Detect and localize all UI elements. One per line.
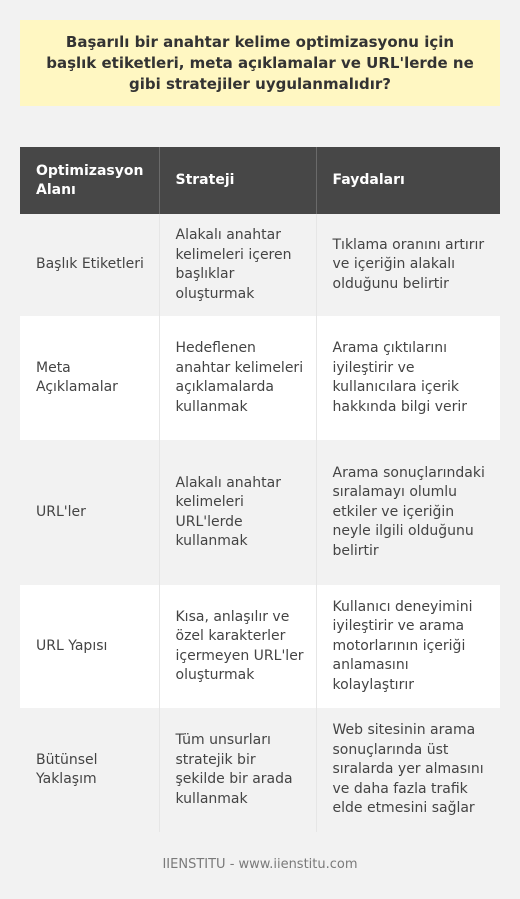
title-banner: [20, 20, 500, 106]
table-row: [20, 708, 500, 832]
cell-area: Meta Açıklamalar: [20, 316, 159, 440]
header-strategy: Strateji: [159, 147, 316, 214]
cell-benefits: Web sitesinin arama sonuçlarında üst sıralarda yer almasını ve daha fazla trafik elde etmesini sağlar: [316, 708, 500, 832]
table-row: [20, 316, 500, 440]
cell-benefits: Arama sonuçlarındaki sıralamayı olumlu etkiler ve içeriğin neyle ilgili olduğunu belirtir: [316, 440, 500, 585]
cell-strategy: Tüm unsurları stratejik bir şekilde bir arada kullanmak: [159, 708, 316, 832]
cell-benefits: Tıklama oranını artırır ve içeriğin alakalı olduğunu belirtir: [316, 214, 500, 316]
cell-area: URL Yapısı: [20, 585, 159, 708]
cell-area: URL'ler: [20, 440, 159, 585]
cell-strategy: Kısa, anlaşılır ve özel karakterler içermeyen URL'ler oluşturmak: [159, 585, 316, 708]
table-row: [20, 440, 500, 585]
footer-credit: IIENSTITU - www.iienstitu.com: [162, 857, 358, 872]
table-row: [20, 214, 500, 316]
table-row: [20, 585, 500, 708]
cell-strategy: Alakalı anahtar kelimeleri URL'lerde kullanmak: [159, 440, 316, 585]
header-area: Optimizasyon Alanı: [20, 147, 159, 214]
page-title: Başarılı bir anahtar kelime optimizasyonu için başlık etiketleri, meta açıklamalar ve URL'lerde ne gibi stratejiler uygulanmalıdır?: [46, 32, 474, 93]
cell-strategy: Hedeflenen anahtar kelimeleri açıklamalarda kullanmak: [159, 316, 316, 440]
cell-strategy: Alakalı anahtar kelimeleri içeren başlıklar oluşturmak: [159, 214, 316, 316]
table-header-row: [20, 147, 500, 214]
cell-benefits: Arama çıktılarını iyileştirir ve kullanıcılara içerik hakkında bilgi verir: [316, 316, 500, 440]
cell-area: Bütünsel Yaklaşım: [20, 708, 159, 832]
header-benefits: Faydaları: [316, 147, 500, 214]
cell-benefits: Kullanıcı deneyimini iyileştirir ve arama motorlarının içeriği anlamasını kolaylaştırır: [316, 585, 500, 708]
cell-area: Başlık Etiketleri: [20, 214, 159, 316]
strategy-table: [20, 147, 500, 832]
